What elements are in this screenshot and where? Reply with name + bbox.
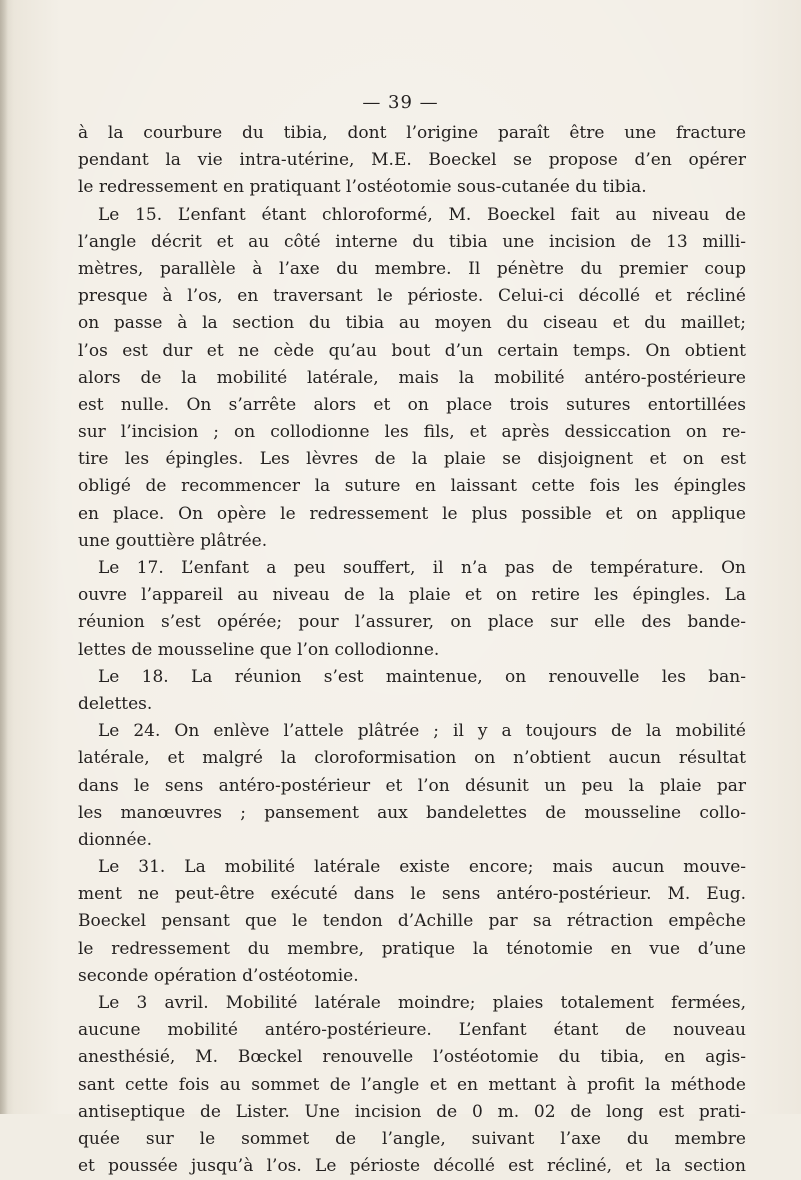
text-line: une gouttière plâtrée.	[78, 530, 268, 551]
text-line: Le 17. L’enfant a peu souffert, il n’a pas de température. On	[98, 558, 746, 578]
text-line: à la courbure du tibia, dont l’origine paraît être une fracture	[78, 123, 746, 143]
text-line: on passe à la section du tibia au moyen du ciseau et du maillet;	[78, 313, 746, 334]
text-line: delettes.	[78, 693, 153, 714]
text-line: et poussée jusqu’à l’os. Le périoste décollé est récliné, et la section	[78, 1156, 746, 1177]
text-line: les manœuvres ; pansement aux bandelettes de mousseline collo-	[78, 802, 746, 823]
text-line: presque à l’os, en traversant le périoste. Celui-ci décollé et récliné	[78, 286, 746, 307]
text-line: quée sur le sommet de l’angle, suivant l’axe du membre	[78, 1128, 746, 1149]
text-line: antiseptique de Lister. Une incision de 0 m. 02 de long est prati-	[78, 1101, 746, 1122]
text-line: réunion s’est opérée; pour l’assurer, on place sur elle des bande-	[78, 612, 746, 633]
text-line: mètres, parallèle à l’axe du membre. Il pénètre du premier coup	[78, 258, 746, 279]
text-line: l’os est dur et ne cède qu’au bout d’un certain temps. On obtient	[78, 340, 746, 361]
text-line: seconde opération d’ostéotomie.	[78, 965, 359, 986]
text-line: Le 24. On enlève l’attele plâtrée ; il y a toujours de la mobilité	[98, 721, 746, 742]
text-line: pendant la vie intra-utérine, M.E. Boeckel se propose d’en opérer	[78, 150, 746, 171]
text-line: ment ne peut-être exécuté dans le sens antéro-postérieur. M. Eug.	[78, 884, 746, 905]
page-number: — 39 —	[362, 92, 439, 113]
text-line: sant cette fois au sommet de l’angle et en mettant à profit la méthode	[78, 1074, 746, 1095]
text-line: dans le sens antéro-postérieur et l’on désunit un peu la plaie par	[78, 775, 746, 796]
text-line: Le 18. La réunion s’est maintenue, on renouvelle les ban-	[98, 666, 746, 687]
text-line: ouvre l’appareil au niveau de la plaie et on retire les épingles. La	[78, 585, 746, 606]
text-line: latérale, et malgré la cloroformisation on n’obtient aucun résultat	[78, 748, 746, 769]
text-line: alors de la mobilité latérale, mais la mobilité antéro-postérieure	[78, 367, 746, 388]
text-line: anesthésié, M. Bœckel renouvelle l’ostéotomie du tibia, en agis-	[78, 1047, 746, 1068]
text-line: l’angle décrit et au côté interne du tibia une incision de 13 milli-	[78, 231, 746, 252]
text-line: Le 3 avril. Mobilité latérale moindre; plaies totalement fermées,	[98, 993, 746, 1013]
text-line: sur l’incision ; on collodionne les fils, et après dessiccation on re-	[78, 422, 746, 443]
text-line: en place. On opère le redressement le plus possible et on applique	[78, 503, 746, 524]
body-text	[78, 120, 746, 1180]
page-binding-shadow	[0, 0, 8, 1114]
text-line: aucune mobilité antéro-postérieure. L’enfant étant de nouveau	[78, 1020, 746, 1041]
text-line: Le 31. La mobilité latérale existe encore; mais aucun mouve-	[98, 857, 746, 878]
text-line: lettes de mousseline que l’on collodionne.	[78, 639, 440, 660]
text-line: Boeckel pensant que le tendon d’Achille par sa rétraction empêche	[78, 911, 746, 932]
text-line: le redressement du membre, pratique la ténotomie en vue d’une	[78, 938, 746, 959]
text-line: tire les épingles. Les lèvres de la plaie se disjoignent et on est	[78, 449, 746, 470]
text-line: est nulle. On s’arrête alors et on place trois sutures entortillées	[78, 394, 746, 415]
text-line: le redressement en pratiquant l’ostéotomie sous-cutanée du tibia.	[78, 177, 647, 198]
text-line: dionnée.	[78, 829, 152, 850]
text-line: Le 15. L’enfant étant chloroformé, M. Boeckel fait au niveau de	[98, 204, 746, 225]
text-line: obligé de recommencer la suture en laissant cette fois les épingles	[78, 476, 746, 497]
